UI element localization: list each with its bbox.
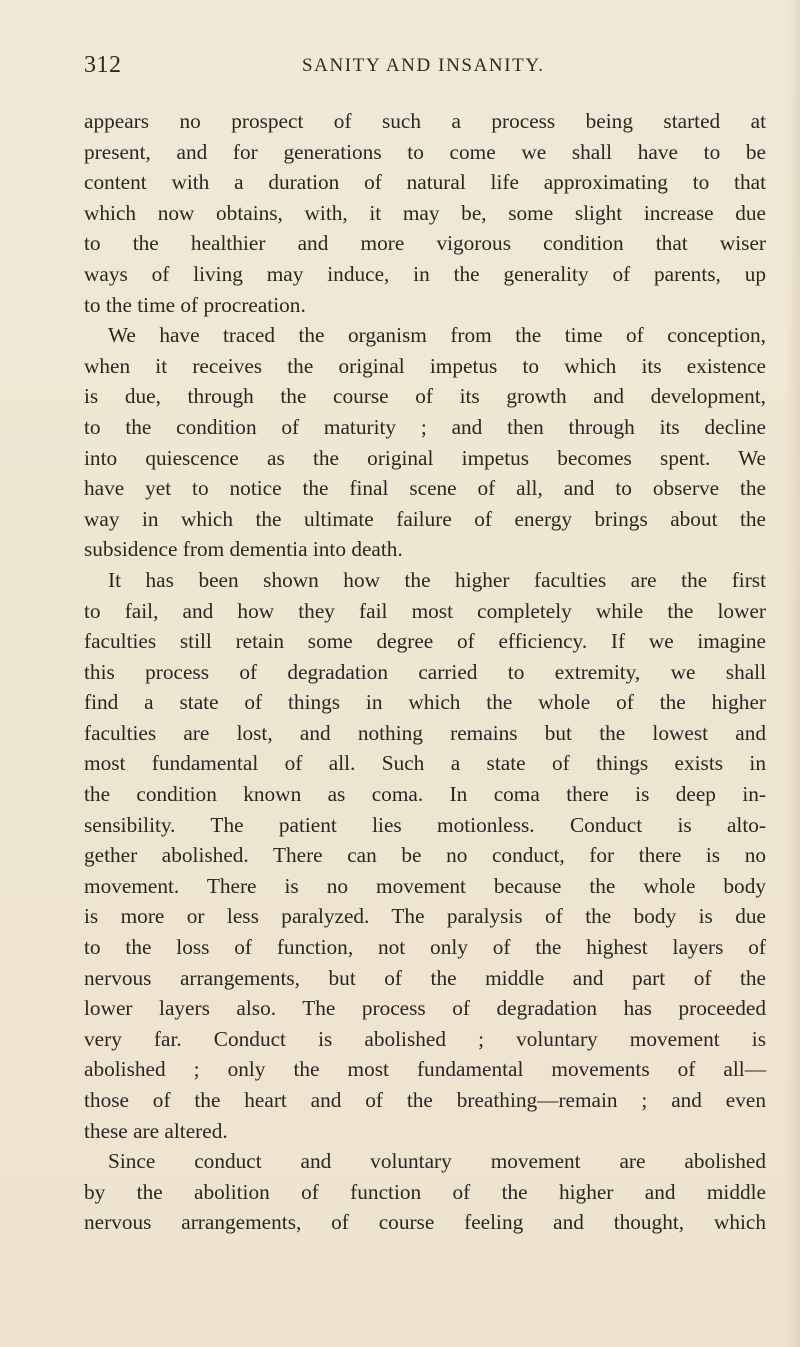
text-line: subsidence from dementia into death. [84,537,403,562]
text-line: nervous arrangements, of course feeling and thought, which [84,1210,766,1235]
text-line: to the healthier and more vigorous condition that wiser [84,231,766,256]
page-edge-shadow [786,0,800,1347]
text-line: the condition known as coma. In coma there is deep in- [84,782,766,807]
text-line: lower layers also. The process of degradation has proceeded [84,996,766,1021]
text-line: is more or less paralyzed. The paralysis of the body is due [84,904,766,929]
text-line: find a state of things in which the whole of the higher [84,690,766,715]
body-text [84,106,766,1238]
text-line: to the loss of function, not only of the highest layers of [84,935,766,960]
text-line: is due, through the course of its growth and development, [84,384,766,409]
text-line: movement. There is no movement because the whole body [84,873,766,898]
running-title: SANITY AND INSANITY. [302,55,545,76]
text-line: these are altered. [84,1118,228,1143]
text-line: gether abolished. There can be no conduct, for there is no [84,843,766,868]
text-line: way in which the ultimate failure of energy brings about the [84,506,766,531]
text-line: present, and for generations to come we shall have to be [84,139,766,164]
text-line: appears no prospect of such a process being started at [84,109,766,133]
text-line: faculties still retain some degree of efficiency. If we imagine [84,629,766,654]
paragraph [84,106,766,320]
text-line: to the condition of maturity ; and then through its decline [84,414,766,439]
text-line: sensibility. The patient lies motionless. Conduct is alto- [84,812,766,837]
text-line: We have traced the organism from the time of conception, [108,323,766,348]
paragraph [84,320,766,565]
paragraph [84,565,766,1146]
text-line: nervous arrangements, but of the middle and part of the [84,965,766,990]
text-line: abolished ; only the most fundamental movements of all— [84,1057,766,1082]
page-number: 312 [84,52,122,78]
paragraph [84,1146,766,1238]
text-line: content with a duration of natural life approximating to that [84,170,766,195]
text-line: very far. Conduct is abolished ; voluntary movement is [84,1026,766,1051]
text-line: most fundamental of all. Such a state of things exists in [84,751,766,776]
text-line: It has been shown how the higher faculties are the first [108,567,766,592]
text-line: ways of living may induce, in the generality of parents, up [84,261,766,286]
text-line: by the abolition of function of the higher and middle [84,1179,766,1204]
text-line: when it receives the original impetus to which its existence [84,353,766,378]
page-header [84,52,764,82]
text-line: those of the heart and of the breathing—remain ; and even [84,1088,766,1112]
text-line: into quiescence as the original impetus becomes spent. We [84,445,766,470]
text-line: faculties are lost, and nothing remains but the lowest and [84,720,766,745]
text-line: to the time of procreation. [84,292,306,317]
text-line: this process of degradation carried to extremity, we shall [84,659,766,684]
text-line: Since conduct and voluntary movement are abolished [108,1149,766,1174]
text-line: to fail, and how they fail most completely while the lower [84,598,766,623]
text-line: which now obtains, with, it may be, some slight increase due [84,200,766,225]
text-line: have yet to notice the final scene of all, and to observe the [84,476,766,501]
